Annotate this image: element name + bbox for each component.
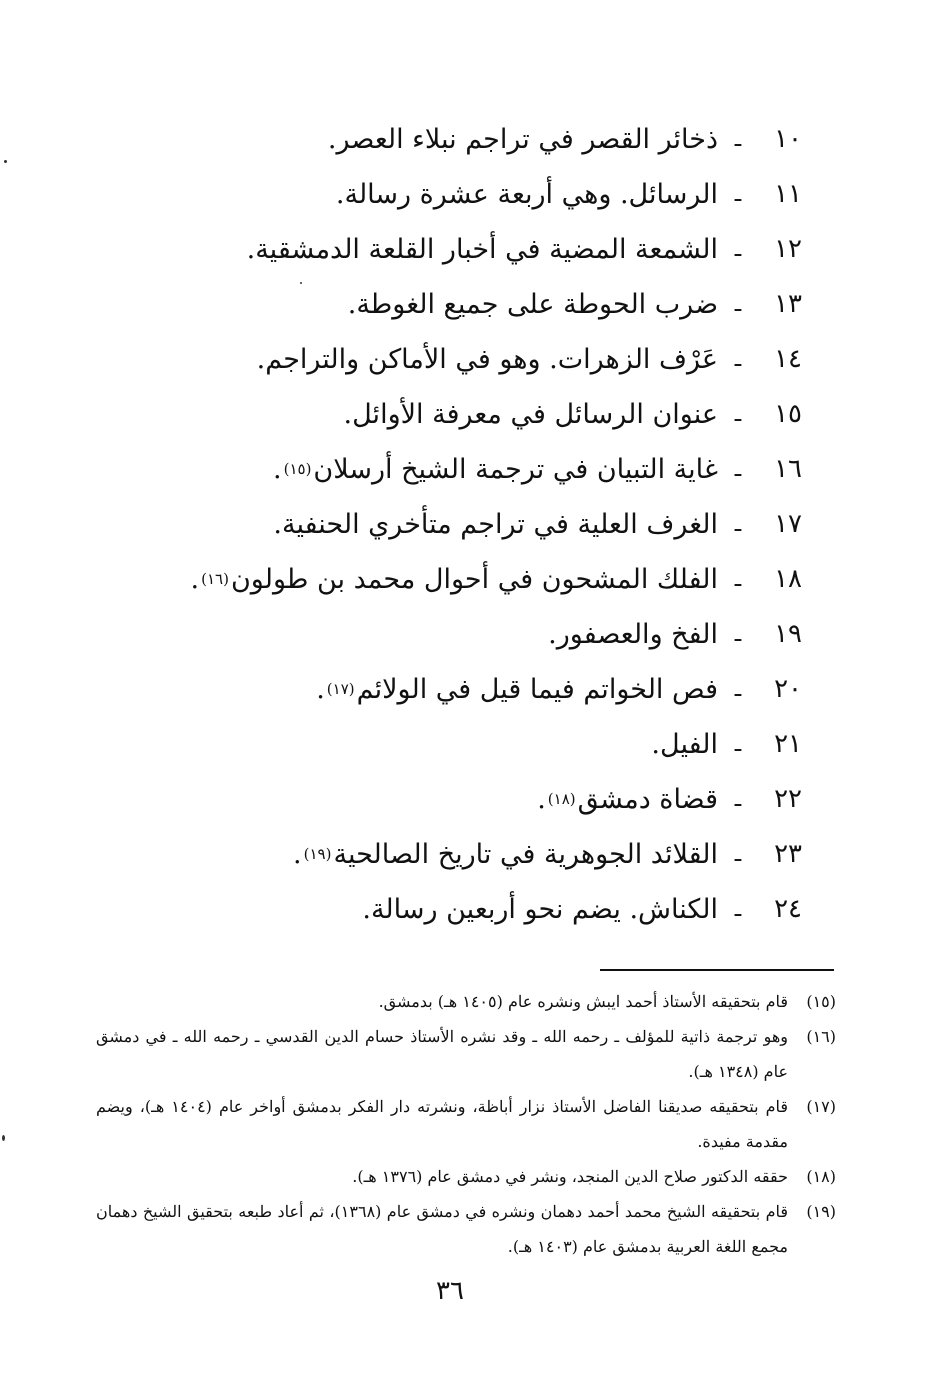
footnote <box>96 1159 836 1194</box>
footnote-reference: (١٥) <box>283 460 312 478</box>
item-title: فص الخواتم فيما قيل في الولائم <box>356 674 718 705</box>
footnote-reference: (١٧) <box>326 680 355 698</box>
footnote-reference: (١٨) <box>547 790 576 808</box>
item-title: عَرْف الزهرات. وهو في الأماكن والتراجم <box>265 344 718 375</box>
list-item <box>182 222 802 277</box>
item-title: الفيل <box>660 729 718 760</box>
item-dash: ـ <box>734 402 742 427</box>
item-period: . <box>335 179 345 210</box>
item-number: ١٠ <box>774 124 802 154</box>
item-dash: ـ <box>734 292 742 317</box>
item-period: . <box>272 454 282 485</box>
item-number: ١٨ <box>774 564 802 594</box>
item-dash: ـ <box>734 347 742 372</box>
item-number: ١٥ <box>774 399 802 429</box>
item-period: . <box>246 234 256 265</box>
list-item <box>182 662 802 717</box>
list-item <box>182 167 802 222</box>
footnote-text: وهو ترجمة ذاتية للمؤلف ـ رحمه الله ـ وقد نشره الأستاذ حسام الدين القدسي ـ رحمه الله ـ في دمشق عام (١٣٤٨ هـ). <box>96 1027 788 1081</box>
list-item <box>182 607 802 662</box>
footnote-separator <box>600 969 834 971</box>
footnote-text: قام بتحقيقه الشيخ محمد أحمد دهمان ونشره في دمشق عام (١٣٦٨)، ثم أعاد طبعه بتحقيق الشيخ دهمان مجمع اللغة العربية بدمشق عام (١٤٠٣ هـ). <box>96 1202 788 1256</box>
item-title: عنوان الرسائل في معرفة الأوائل <box>352 399 718 430</box>
item-dash: ـ <box>734 457 742 482</box>
item-title: الغرف العلية في تراجم متأخري الحنفية <box>282 509 718 540</box>
footnote-number: (١٦) <box>806 1027 836 1046</box>
list-item <box>182 442 802 497</box>
item-dash: ـ <box>734 842 742 867</box>
footnote-number: (١٧) <box>806 1097 836 1116</box>
item-dash: ـ <box>734 897 742 922</box>
footnote-reference: (١٦) <box>201 570 229 588</box>
item-dash: ـ <box>734 567 742 592</box>
item-title: ضرب الحوطة على جميع الغوطة <box>356 289 718 320</box>
item-dash: ـ <box>734 622 742 647</box>
list-item <box>182 277 802 332</box>
list-item <box>182 772 802 827</box>
item-title: الكناش. يضم نحو أربعين رسالة <box>370 894 718 925</box>
item-period: . <box>651 729 661 760</box>
list-item <box>182 112 802 167</box>
footnote-text: قام بتحقيقه الأستاذ أحمد ايبش ونشره عام (١٤٠٥ هـ) بدمشق. <box>378 992 788 1011</box>
footnotes <box>96 984 836 1264</box>
item-title: الفخ والعصفور <box>556 619 718 650</box>
list-item <box>182 827 802 882</box>
item-period: . <box>548 619 557 650</box>
footnote <box>96 984 836 1019</box>
list-item <box>182 882 802 937</box>
item-number: ٢٠ <box>774 674 802 704</box>
list-item <box>182 552 802 607</box>
item-period: . <box>327 124 337 155</box>
item-number: ١٣ <box>774 289 802 319</box>
item-title: الشمعة المضية في أخبار القلعة الدمشقية <box>255 234 718 265</box>
footnote <box>96 1019 836 1089</box>
item-number: ١١ <box>774 179 802 209</box>
item-dash: ـ <box>734 732 742 757</box>
item-number: ١٧ <box>774 509 802 539</box>
item-dash: ـ <box>734 677 742 702</box>
numbered-list <box>182 112 802 937</box>
item-dash: ـ <box>734 127 742 152</box>
item-dash: ـ <box>734 237 742 262</box>
item-number: ٢٤ <box>774 894 802 924</box>
item-period: . <box>293 839 302 870</box>
item-period: . <box>316 674 325 705</box>
item-title: قضاة دمشق <box>577 784 718 815</box>
item-title: الرسائل. وهي أربعة عشرة رسالة <box>344 179 718 210</box>
item-dash: ـ <box>734 182 742 207</box>
item-title: الفلك المشحون في أحوال محمد بن طولون <box>230 564 718 595</box>
scan-speck <box>2 1135 5 1141</box>
item-period: . <box>273 509 282 540</box>
item-dash: ـ <box>734 512 742 537</box>
footnote-reference: (١٩) <box>303 845 332 863</box>
item-number: ٢٣ <box>774 839 802 869</box>
item-period: . <box>256 344 266 375</box>
footnote-text: قام بتحقيقه صديقنا الفاضل الأستاذ نزار أباظة، ونشرته دار الفكر بدمشق أواخر عام (١٤٠٤ هـ)، ويضم مقدمة مفيدة. <box>96 1097 789 1151</box>
item-title: القلائد الجوهرية في تاريخ الصالحية <box>333 839 718 870</box>
item-period: . <box>537 784 546 815</box>
item-number: ٢٢ <box>774 784 802 814</box>
item-period: . <box>347 289 357 320</box>
item-title: ذخائر القصر في تراجم نبلاء العصر <box>336 124 718 155</box>
item-number: ١٢ <box>774 234 802 264</box>
item-period: . <box>343 399 353 430</box>
footnote <box>96 1194 836 1264</box>
scan-speck <box>4 160 7 163</box>
list-item <box>182 717 802 772</box>
footnote <box>96 1089 836 1159</box>
footnote-number: (١٨) <box>806 1167 836 1186</box>
item-number: ١٩ <box>774 619 802 649</box>
item-title: غاية التبيان في ترجمة الشيخ أرسلان <box>313 454 718 485</box>
item-number: ٢١ <box>774 729 802 759</box>
page-number: ٣٦ <box>436 1276 464 1306</box>
footnote-number: (١٥) <box>806 992 836 1011</box>
item-dash: ـ <box>734 787 742 812</box>
item-number: ١٦ <box>774 454 802 484</box>
list-item <box>182 497 802 552</box>
footnote-number: (١٩) <box>806 1202 836 1221</box>
item-number: ١٤ <box>774 344 802 374</box>
footnote-text: حققه الدكتور صلاح الدين المنجد، ونشر في دمشق عام (١٣٧٦ هـ). <box>352 1167 788 1186</box>
list-item <box>182 387 802 442</box>
list-item <box>182 332 802 387</box>
item-period: . <box>190 564 200 595</box>
item-period: . <box>362 894 371 925</box>
